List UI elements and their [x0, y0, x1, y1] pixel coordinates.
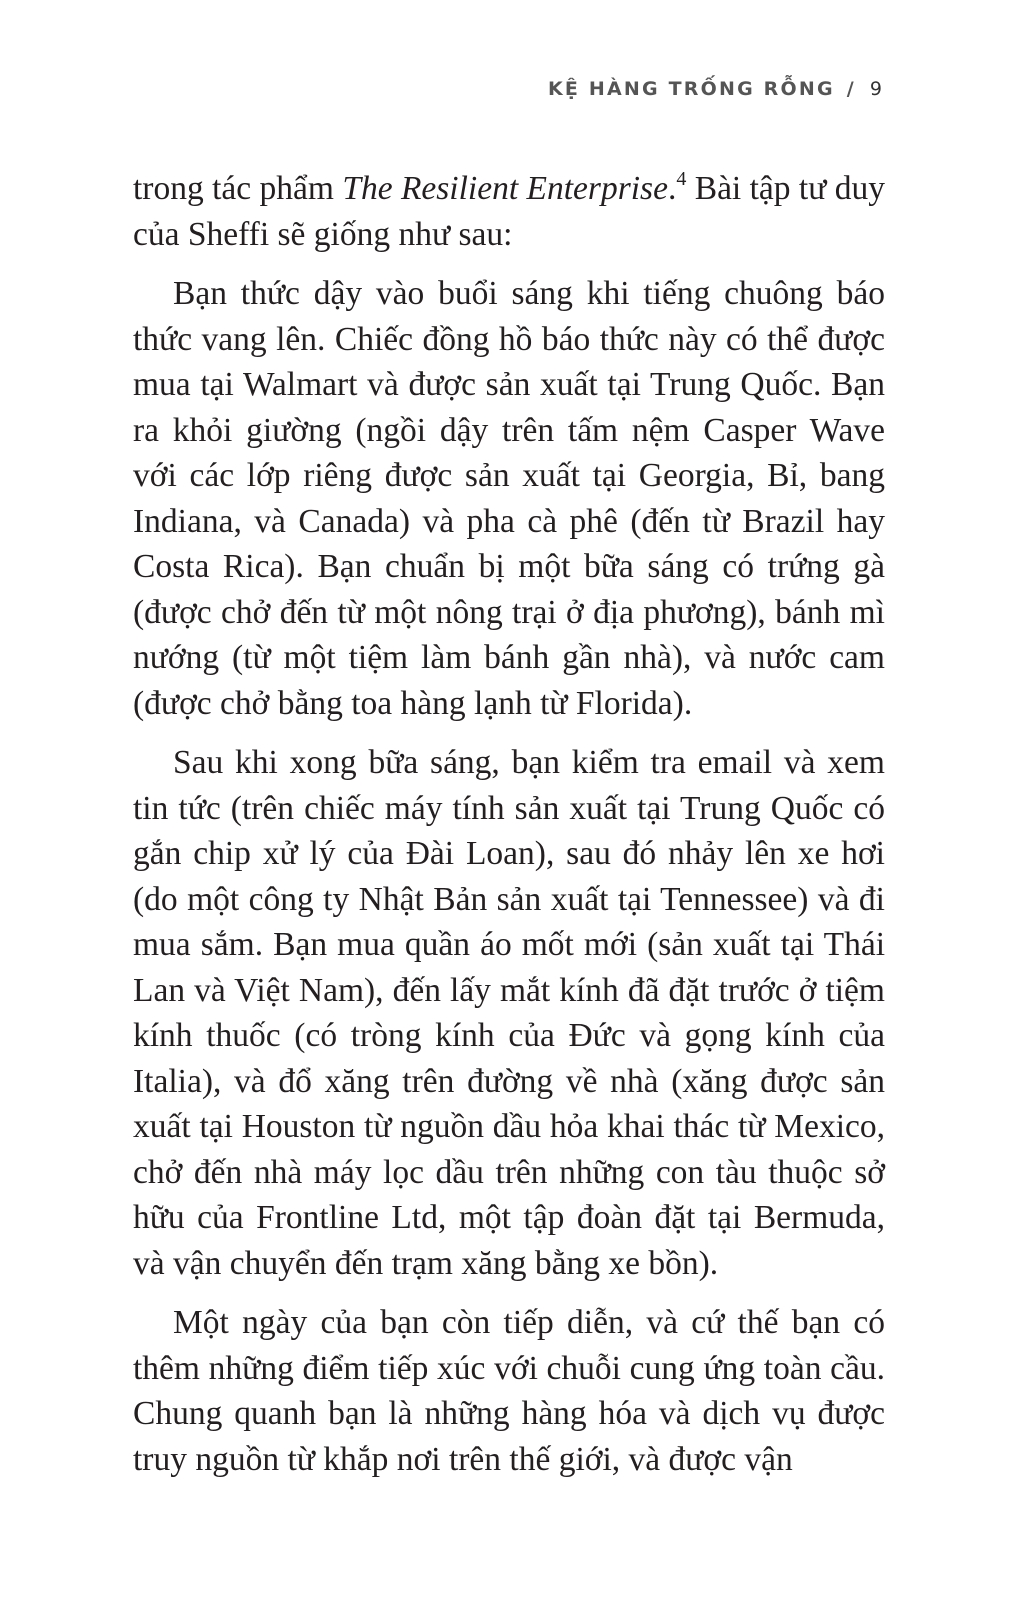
paragraph-3: Sau khi xong bữa sáng, bạn kiểm tra email và xem tin tức (trên chiếc máy tính sản xuất tại Trung Quốc có gắn chip xử lý của Đài Loan), sau đó nhảy lên xe hơi (do một công ty Nhật Bản sản xuất tại Tennessee) và đi mua sắm. Bạn mua quần áo mốt mới (sản xuất tại Thái Lan và Việt Nam), đến lấy mắt kính đã đặt trước ở tiệm kính thuốc (có tròng kính của Đức và gọng kính của Italia), và đổ xăng trên đường về nhà (xăng được sản xuất tại Houston từ nguồn dầu hỏa khai thác từ Mexico, chở đến nhà máy lọc dầu trên những con tàu thuộc sở hữu của Frontline Ltd, một tập đoàn đặt tại Bermuda, và vận chuyển đến trạm xăng bằng xe bồn). [133, 744, 885, 1282]
paragraph-2: Bạn thức dậy vào buổi sáng khi tiếng chuông báo thức vang lên. Chiếc đồng hồ báo thức này có thể được mua tại Walmart và được sản xuất tại Trung Quốc. Bạn ra khỏi giường (ngồi dậy trên tấm nệm Casper Wave với các lớp riêng được sản xuất tại Georgia, Bỉ, bang Indiana, và Canada) và pha cà phê (đến từ Brazil hay Costa Rica). Bạn chuẩn bị một bữa sáng có trứng gà (được chở đến từ một nông trại ở địa phương), bánh mì nướng (từ một tiệm làm bánh gần nhà), và nước cam (được chở bằng toa hàng lạnh từ Florida). [133, 275, 885, 722]
paragraph-4: Một ngày của bạn còn tiếp diễn, và cứ thế bạn có thêm những điểm tiếp xúc với chuỗi cung ứng toàn cầu. Chung quanh bạn là những hàng hóa và dịch vụ được truy nguồn từ khắp nơi trên thế giới, và được vận [133, 1304, 885, 1478]
header-separator: / [846, 78, 856, 100]
book-title-italic: The Resilient Enterprise [342, 170, 668, 207]
running-title: KỆ HÀNG TRỐNG RỖNG [547, 78, 835, 100]
footnote-marker: 4 [676, 168, 687, 190]
page-number: 9 [869, 78, 882, 100]
running-header [548, 78, 882, 100]
paragraph-1 [133, 166, 885, 257]
paragraph-1-rest: Bài tập tư duy của Sheffi sẽ giống như sau: [133, 170, 886, 253]
body-text [133, 166, 885, 1496]
paragraph-1-period: . [667, 170, 677, 207]
paragraph-1-lead: trong tác phẩm [133, 170, 343, 207]
